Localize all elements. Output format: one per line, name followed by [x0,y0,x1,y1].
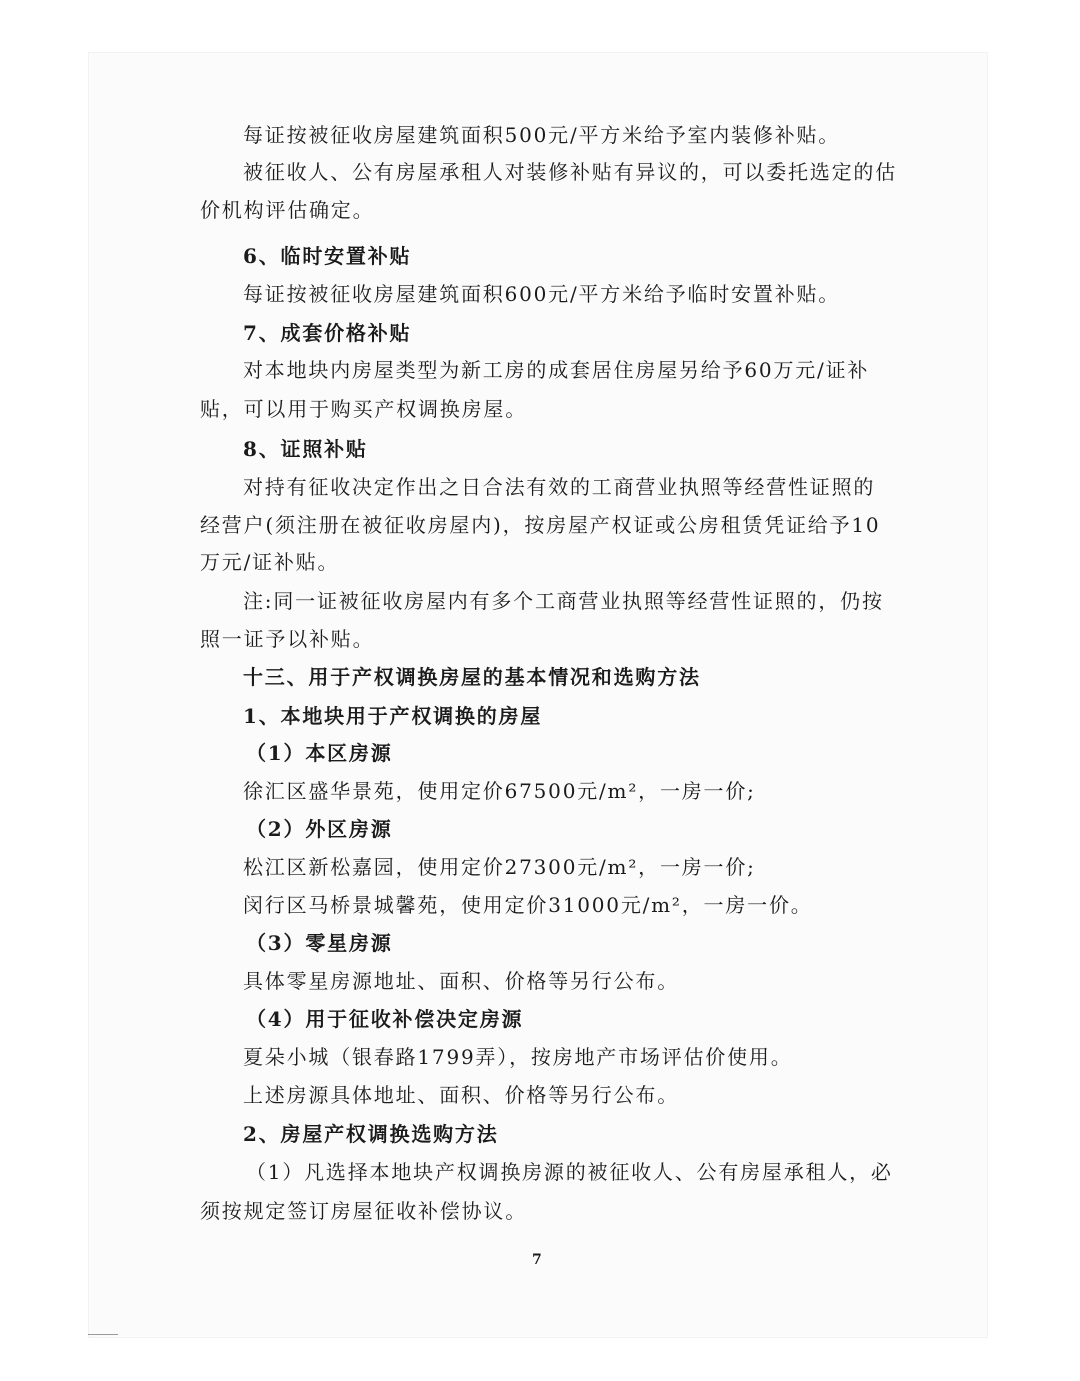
paragraph-scattered-houses: 具体零星房源地址、面积、价格等另行公布。 [243,969,679,993]
heading-local-houses: （1）本区房源 [246,741,393,765]
paragraph-complete-set-price: 对本地块内房屋类型为新工房的成套居住房屋另给予60万元/证补 [243,358,870,382]
paragraph-decoration-subsidy: 每证按被征收房屋建筑面积500元/平方米给予室内装修补贴。 [243,123,841,147]
item-xuhui-shenghua: 徐汇区盛华景苑，使用定价67500元/m²，一房一价; [243,779,756,803]
heading-complete-set-price: 7、成套价格补贴 [243,321,412,345]
item-xiaduo-town: 夏朵小城（银春路1799弄），按房地产市场评估价使用。 [243,1045,793,1069]
note-license-subsidy-cont: 照一证予以补贴。 [200,627,375,651]
heading-exchange-method: 2、房屋产权调换选购方法 [243,1122,499,1146]
paragraph-complete-set-price-cont: 贴，可以用于购买产权调换房屋。 [200,397,527,421]
note-license-subsidy: 注:同一证被征收房屋内有多个工商营业执照等经营性证照的，仍按 [243,589,884,613]
paragraph-exchange-method: （1）凡选择本地块产权调换房源的被征收人、公有房屋承租人，必 [246,1160,893,1184]
paragraph-decoration-dispute-cont: 价机构评估确定。 [200,198,375,222]
heading-license-subsidy: 8、证照补贴 [243,437,368,461]
item-songjiang-xinsong: 松江区新松嘉园，使用定价27300元/m²，一房一价; [243,855,756,879]
paragraph-houses-announcement: 上述房源具体地址、面积、价格等另行公布。 [243,1083,679,1107]
heading-decision-houses: （4）用于征收补偿决定房源 [246,1007,524,1031]
heading-external-houses: （2）外区房源 [246,817,393,841]
paragraph-license-subsidy-cont: 经营户(须注册在被征收房屋内)，按房屋产权证或公房租赁凭证给予10 [200,513,881,537]
heading-scattered-houses: （3）零星房源 [246,931,393,955]
scan-edge-mark [88,1334,118,1335]
page-number: 7 [532,1252,542,1268]
paragraph-license-subsidy: 对持有征收决定作出之日合法有效的工商营业执照等经营性证照的 [243,475,876,499]
heading-temporary-resettlement: 6、临时安置补贴 [243,244,412,268]
paragraph-decoration-dispute: 被征收人、公有房屋承租人对装修补贴有异议的，可以委托选定的估 [243,160,897,184]
item-minhang-maqiao: 闵行区马桥景城馨苑，使用定价31000元/m²，一房一价。 [243,893,813,917]
section-thirteen-heading: 十三、用于产权调换房屋的基本情况和选购方法 [243,665,701,689]
scanned-page [88,52,988,1338]
paragraph-temporary-resettlement: 每证按被征收房屋建筑面积600元/平方米给予临时安置补贴。 [243,282,841,306]
paragraph-exchange-method-cont: 须按规定签订房屋征收补偿协议。 [200,1199,527,1223]
paragraph-license-subsidy-end: 万元/证补贴。 [200,550,340,574]
heading-exchange-houses: 1、本地块用于产权调换的房屋 [243,704,543,728]
